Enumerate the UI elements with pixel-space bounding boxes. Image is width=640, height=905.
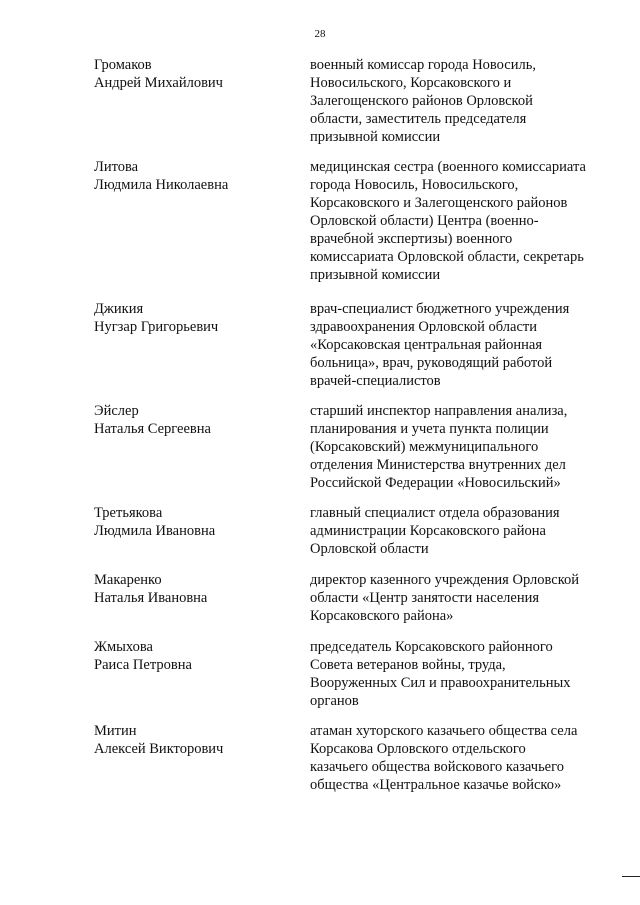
member-name (94, 402, 294, 438)
member-role-line: больница», врач, руководящий работой (310, 355, 553, 371)
member-role (310, 722, 610, 794)
member-role-line: Залегощенского районов Орловской (310, 93, 533, 109)
member-role-line: Корсакова Орловского отдельского (310, 741, 526, 757)
page-number: 28 (314, 28, 326, 40)
member-role-line: врачебной экспертизы) военного (310, 231, 513, 247)
member-role-line: директор казенного учреждения Орловской (310, 572, 580, 588)
member-role (310, 504, 610, 558)
member-role-line: атаман хуторского казачьего общества села (310, 723, 578, 739)
member-role-line: органов (310, 693, 359, 709)
member-role-line: здравоохранения Орловской области (310, 319, 537, 335)
member-role-line: Корсаковского района» (310, 608, 454, 624)
member-role-line: «Корсаковская центральная районная (310, 337, 542, 353)
member-role-line: города Новосиль, Новосильского, (310, 177, 519, 193)
member-role-line: медицинская сестра (военного комиссариата (310, 159, 586, 175)
member-role-line: Новосильского, Корсаковского и (310, 75, 512, 91)
member-role (310, 638, 610, 710)
member-role-line: председатель Корсаковского районного (310, 639, 553, 655)
member-name (94, 56, 294, 92)
member-name (94, 571, 294, 607)
member-name (94, 300, 294, 336)
member-role-line: врач-специалист бюджетного учреждения (310, 301, 570, 317)
member-name (94, 638, 294, 674)
member-role-line: Вооруженных Сил и правоохранительных (310, 675, 571, 691)
member-surname: Жмыхова (94, 639, 153, 655)
member-given-names: Людмила Ивановна (94, 523, 216, 539)
member-role-line: области «Центр занятости населения (310, 590, 540, 606)
member-given-names: Нугзар Григорьевич (94, 319, 219, 335)
member-role-line: Совета ветеранов войны, труда, (310, 657, 506, 673)
member-role-line: Орловской области) Центра (военно- (310, 213, 539, 229)
member-role-line: планирования и учета пункта полиции (310, 421, 549, 437)
member-role (310, 300, 610, 390)
member-role (310, 571, 610, 625)
member-role-line: Корсаковского и Залегощенского районов (310, 195, 568, 211)
member-role-line: казачьего общества войскового казачьего (310, 759, 564, 775)
member-surname: Литова (94, 159, 139, 175)
member-role-line: Орловской области (310, 541, 429, 557)
member-name (94, 158, 294, 194)
member-name (94, 504, 294, 540)
member-given-names: Алексей Викторович (94, 741, 224, 757)
member-role-line: администрации Корсаковского района (310, 523, 546, 539)
member-role (310, 56, 610, 146)
member-role (310, 402, 610, 492)
member-given-names: Андрей Михайлович (94, 75, 223, 91)
member-surname: Громаков (94, 57, 152, 73)
member-given-names: Наталья Ивановна (94, 590, 208, 606)
member-role-line: главный специалист отдела образования (310, 505, 560, 521)
member-role-line: военный комиссар города Новосиль, (310, 57, 536, 73)
member-role-line: призывной комиссии (310, 267, 441, 283)
member-role-line: отделения Министерства внутренних дел (310, 457, 566, 473)
member-given-names: Раиса Петровна (94, 657, 192, 673)
member-given-names: Наталья Сергеевна (94, 421, 211, 437)
member-name (94, 722, 294, 758)
member-role-line: призывной комиссии (310, 129, 441, 145)
member-role-line: Российской Федерации «Новосильский» (310, 475, 561, 491)
member-surname: Митин (94, 723, 137, 739)
member-surname: Джикия (94, 301, 144, 317)
member-role-line: старший инспектор направления анализа, (310, 403, 568, 419)
member-given-names: Людмила Николаевна (94, 177, 229, 193)
member-role-line: общества «Центральное казачье войско» (310, 777, 562, 793)
page-edge-mark (622, 876, 640, 877)
member-role-line: врачей-специалистов (310, 373, 441, 389)
member-role-line: области, заместитель председателя (310, 111, 527, 127)
member-surname: Третьякова (94, 505, 163, 521)
member-surname: Макаренко (94, 572, 162, 588)
member-role-line: (Корсаковский) межмуниципального (310, 439, 539, 455)
member-surname: Эйслер (94, 403, 139, 419)
member-role (310, 158, 610, 284)
member-role-line: комиссариата Орловской области, секретарь (310, 249, 584, 265)
